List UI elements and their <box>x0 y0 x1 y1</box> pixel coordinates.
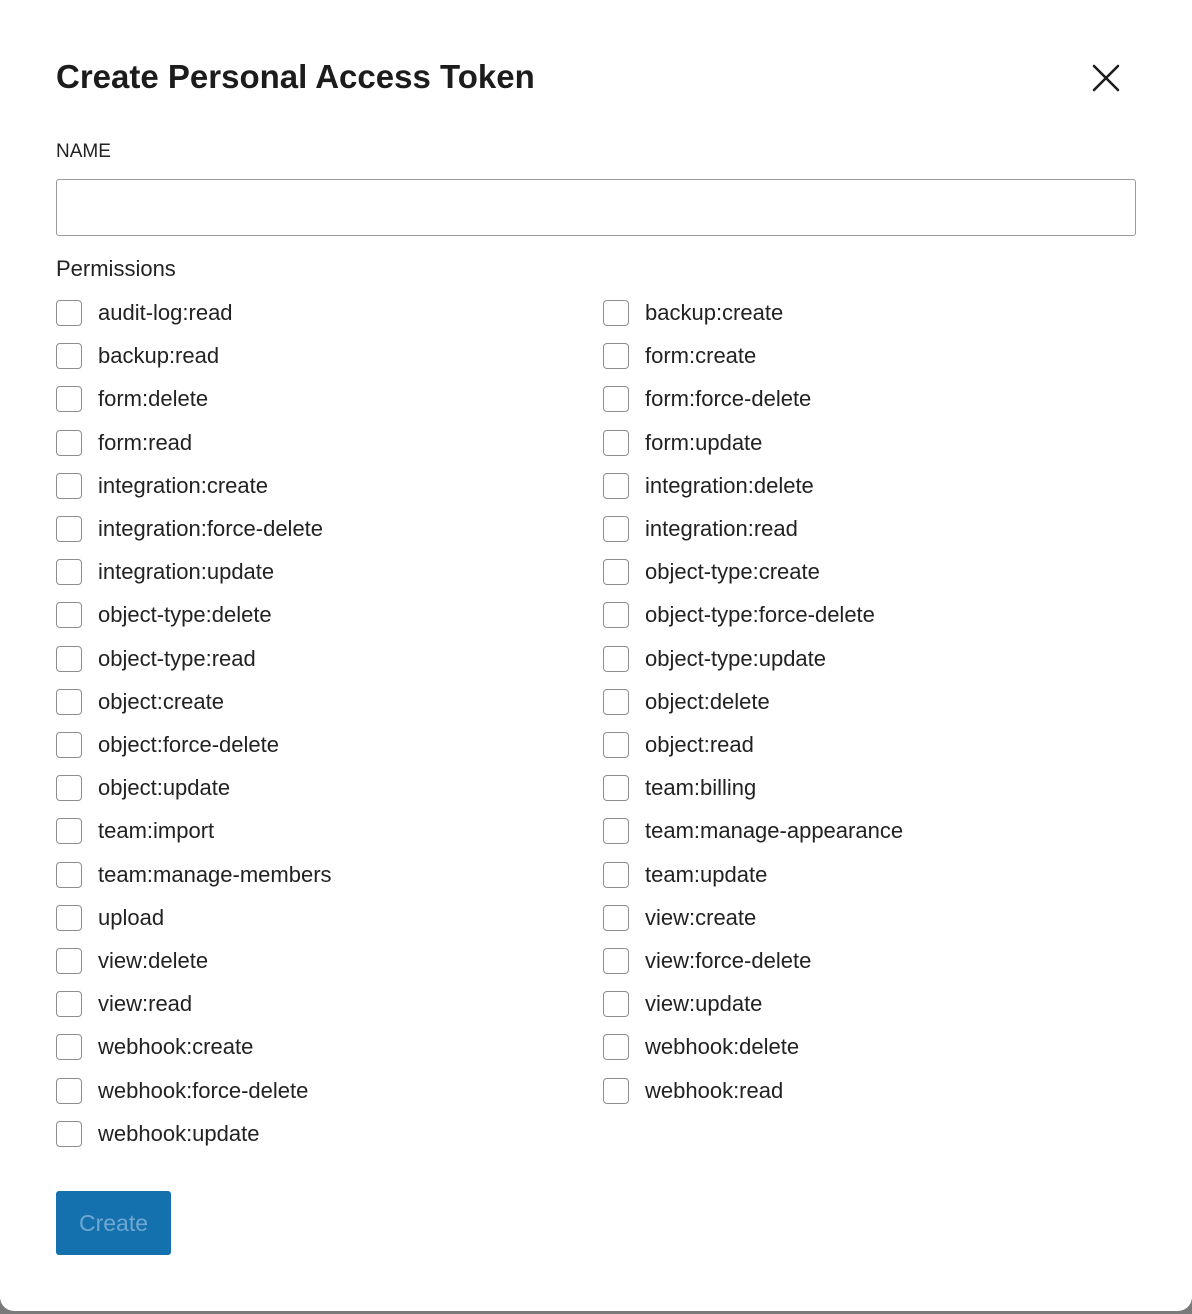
permission-checkbox-object-type-read[interactable] <box>56 644 256 674</box>
permission-checkbox-team-billing[interactable] <box>603 773 756 803</box>
permission-checkbox-webhook-create[interactable] <box>56 1032 253 1062</box>
checkbox[interactable] <box>603 646 629 672</box>
checkbox[interactable] <box>603 732 629 758</box>
permission-checkbox-form-update[interactable] <box>603 428 762 458</box>
checkbox[interactable] <box>603 818 629 844</box>
permissions-label: Permissions <box>56 256 176 281</box>
name-input[interactable] <box>56 179 1136 236</box>
checkbox[interactable] <box>603 559 629 585</box>
permission-checkbox-object-create[interactable] <box>56 687 224 717</box>
permission-label: form:read <box>98 429 193 455</box>
checkbox[interactable] <box>56 300 82 326</box>
permission-checkbox-form-force-delete[interactable] <box>603 384 811 414</box>
checkbox[interactable] <box>56 1034 82 1060</box>
permission-label: team:billing <box>645 775 757 801</box>
permission-label: webhook:update <box>98 1120 260 1146</box>
checkbox[interactable] <box>56 646 82 672</box>
permission-checkbox-view-update[interactable] <box>603 989 762 1019</box>
name-label: NAME <box>56 141 111 162</box>
permission-label: audit-log:read <box>98 300 233 325</box>
checkbox[interactable] <box>56 386 82 412</box>
checkbox[interactable] <box>603 343 629 369</box>
checkbox[interactable] <box>603 991 629 1017</box>
permission-label: integration:delete <box>645 472 814 498</box>
checkbox[interactable] <box>56 862 82 888</box>
permission-label: object-type:update <box>645 645 827 671</box>
dialog-title: Create Personal Access Token <box>56 58 535 95</box>
permission-label: object:read <box>645 732 754 757</box>
permission-checkbox-form-create[interactable] <box>603 341 756 371</box>
permission-checkbox-upload[interactable] <box>56 903 164 933</box>
checkbox[interactable] <box>56 473 82 499</box>
permission-checkbox-audit-log-read[interactable] <box>56 298 233 328</box>
permission-checkbox-object-read[interactable] <box>603 730 754 760</box>
checkbox[interactable] <box>56 948 82 974</box>
checkbox[interactable] <box>603 473 629 499</box>
permission-label: integration:create <box>98 472 268 498</box>
permission-label: backup:read <box>98 343 220 369</box>
checkbox[interactable] <box>56 516 82 542</box>
permission-label: view:delete <box>98 948 209 973</box>
permission-label: webhook:delete <box>645 1034 800 1060</box>
close-button[interactable] <box>1086 58 1126 98</box>
checkbox[interactable] <box>56 559 82 585</box>
checkbox[interactable] <box>603 1034 629 1060</box>
permission-checkbox-backup-read[interactable] <box>56 341 219 371</box>
checkbox[interactable] <box>56 602 82 628</box>
permission-label: object-type:read <box>98 645 256 671</box>
checkbox[interactable] <box>603 775 629 801</box>
permission-checkbox-integration-read[interactable] <box>603 514 798 544</box>
checkbox[interactable] <box>56 1078 82 1104</box>
checkbox[interactable] <box>603 905 629 931</box>
permission-label: upload <box>98 904 165 930</box>
permission-checkbox-team-manage-appearance[interactable] <box>603 816 903 846</box>
checkbox[interactable] <box>603 948 629 974</box>
permission-label: team:import <box>98 818 215 844</box>
permission-label: view:force-delete <box>645 948 812 973</box>
permission-checkbox-integration-update[interactable] <box>56 557 274 587</box>
checkbox[interactable] <box>603 386 629 412</box>
permission-checkbox-integration-force-delete[interactable] <box>56 514 323 544</box>
permission-label: view:create <box>645 904 757 930</box>
permission-label: webhook:create <box>98 1034 254 1060</box>
permission-label: webhook:force-delete <box>98 1077 309 1103</box>
checkbox[interactable] <box>56 905 82 931</box>
permission-label: view:update <box>645 991 763 1017</box>
close-icon <box>1086 58 1126 98</box>
permission-checkbox-form-delete[interactable] <box>56 384 208 414</box>
checkbox[interactable] <box>56 430 82 456</box>
checkbox[interactable] <box>56 818 82 844</box>
permission-checkbox-webhook-read[interactable] <box>603 1076 783 1106</box>
permission-label: object:update <box>98 775 231 801</box>
permission-checkbox-view-force-delete[interactable] <box>603 946 811 976</box>
permission-label: form:create <box>645 343 757 369</box>
permission-label: backup:create <box>645 300 784 325</box>
checkbox[interactable] <box>603 300 629 326</box>
checkbox[interactable] <box>603 689 629 715</box>
permission-label: object:create <box>98 688 224 714</box>
permission-checkbox-team-update[interactable] <box>603 860 767 890</box>
permission-checkbox-object-update[interactable] <box>56 773 230 803</box>
create-button[interactable]: Create <box>56 1191 171 1255</box>
permission-checkbox-form-read[interactable] <box>56 428 192 458</box>
checkbox[interactable] <box>603 516 629 542</box>
permission-label: webhook:read <box>645 1077 784 1103</box>
permission-checkbox-integration-delete[interactable] <box>603 471 814 501</box>
checkbox[interactable] <box>603 602 629 628</box>
permission-label: object-type:delete <box>98 602 272 628</box>
checkbox[interactable] <box>603 862 629 888</box>
permission-checkbox-object-type-delete[interactable] <box>56 600 272 630</box>
permission-label: integration:read <box>645 516 798 541</box>
permission-label: form:delete <box>98 386 209 412</box>
permission-label: form:force-delete <box>645 386 812 412</box>
permission-checkbox-object-type-force-delete[interactable] <box>603 600 875 630</box>
checkbox[interactable] <box>56 732 82 758</box>
checkbox[interactable] <box>56 689 82 715</box>
permission-label: object:delete <box>645 688 770 714</box>
permission-label: object-type:force-delete <box>645 602 875 628</box>
permission-checkbox-view-delete[interactable] <box>56 946 208 976</box>
checkbox[interactable] <box>56 343 82 369</box>
permission-label: team:update <box>645 861 768 887</box>
permission-checkbox-view-read[interactable] <box>56 989 192 1019</box>
permission-checkbox-view-create[interactable] <box>603 903 756 933</box>
permission-label: integration:update <box>98 559 275 585</box>
permission-label: team:manage-appearance <box>645 818 904 844</box>
permission-checkbox-integration-create[interactable] <box>56 471 268 501</box>
permission-label: form:update <box>645 429 763 455</box>
permission-checkbox-object-type-create[interactable] <box>603 557 820 587</box>
permission-checkbox-team-manage-members[interactable] <box>56 860 332 890</box>
permission-checkbox-object-force-delete[interactable] <box>56 730 279 760</box>
checkbox[interactable] <box>56 991 82 1017</box>
permission-checkbox-team-import[interactable] <box>56 816 214 846</box>
permission-label: team:manage-members <box>98 861 332 887</box>
permission-checkbox-object-type-update[interactable] <box>603 644 826 674</box>
permission-label: view:read <box>98 991 193 1017</box>
permission-checkbox-webhook-update[interactable] <box>56 1119 259 1149</box>
permission-label: object-type:create <box>645 559 820 585</box>
checkbox[interactable] <box>56 1121 82 1147</box>
checkbox[interactable] <box>603 430 629 456</box>
permission-checkbox-webhook-force-delete[interactable] <box>56 1076 308 1106</box>
checkbox[interactable] <box>56 775 82 801</box>
checkbox[interactable] <box>603 1078 629 1104</box>
permission-label: object:force-delete <box>98 732 279 757</box>
permission-checkbox-webhook-delete[interactable] <box>603 1032 799 1062</box>
permission-label: integration:force-delete <box>98 516 324 541</box>
permission-checkbox-object-delete[interactable] <box>603 687 770 717</box>
permission-checkbox-backup-create[interactable] <box>603 298 783 328</box>
